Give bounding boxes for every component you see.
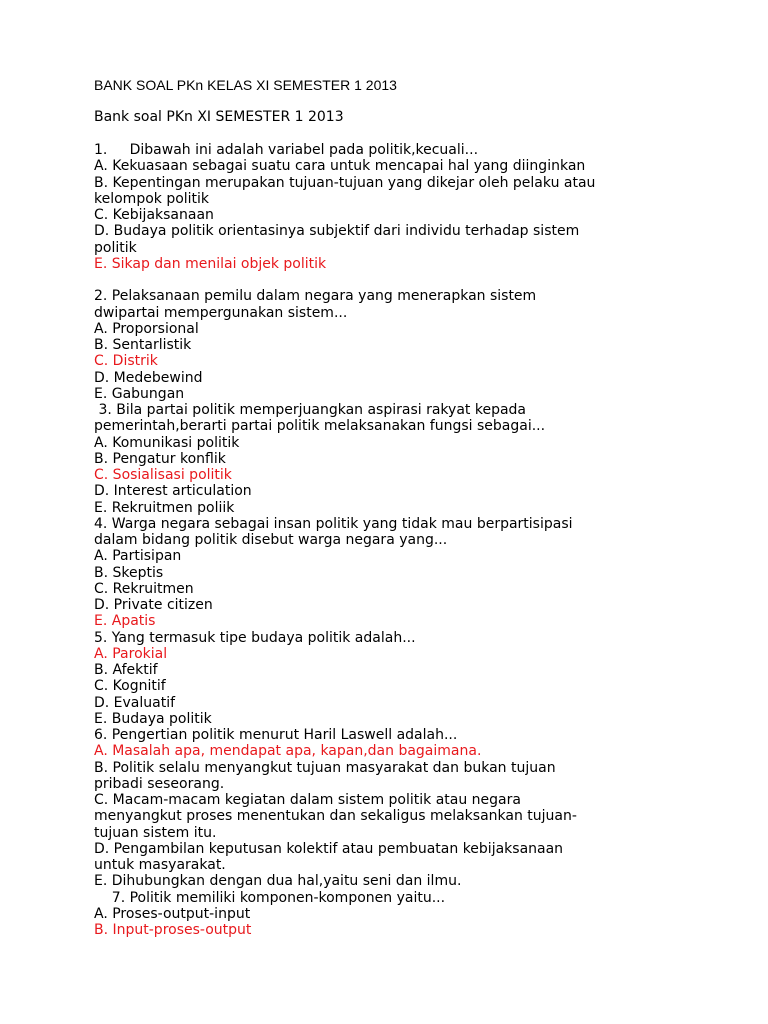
document-title: Bank soal PKn XI SEMESTER 1 2013 [94, 109, 344, 125]
answer-line: A. Masalah apa, mendapat apa, kapan,dan bagaimana. [94, 743, 482, 760]
answer-line: E. Apatis [94, 613, 156, 630]
question-list [94, 142, 754, 938]
text-line: 3. Bila partai politik memperjuangkan aspirasi rakyat kepada [94, 402, 526, 418]
text-line: pribadi seseorang. [94, 775, 225, 792]
text-line: C. Rekruitmen [94, 580, 194, 597]
text-line: E. Gabungan [94, 385, 185, 402]
text-line: B. Skeptis [94, 564, 164, 581]
text-line: E. Dihubungkan dengan dua hal,yaitu seni dan ilmu. [94, 873, 462, 890]
text-line: 2. Pelaksanaan pemilu dalam negara yang menerapkan sistem [94, 288, 537, 305]
text-line: D. Interest articulation [94, 483, 252, 500]
text-line: A. Proporsional [94, 320, 199, 337]
text-line: dwipartai mempergunakan sistem... [94, 304, 348, 321]
text-line: D. Medebewind [94, 369, 203, 386]
text-line: pemerintah,berarti partai politik melaksanakan fungsi sebagai... [94, 418, 546, 435]
text-line: untuk masyarakat. [94, 857, 226, 873]
text-line: A. Partisipan [94, 548, 182, 565]
text-line: C. Macam-macam kegiatan dalam sistem politik atau negara [94, 792, 521, 808]
text-line: 4. Warga negara sebagai insan politik yang tidak mau berpartisipasi [94, 515, 573, 532]
document-header: BANK SOAL PKn KELAS XI SEMESTER 1 2013 [94, 77, 397, 93]
text-line: dalam bidang politik disebut warga negara yang... [94, 532, 448, 548]
text-line: B. Sentarlistik [94, 337, 192, 353]
answer-line: B. Input-proses-output [94, 922, 252, 938]
text-line: C. Kognitif [94, 678, 166, 695]
text-line: A. Komunikasi politik [94, 434, 240, 451]
answer-line: C. Distrik [94, 353, 158, 370]
text-line: D. Pengambilan keputusan kolektif atau pembuatan kebijaksanaan [94, 840, 564, 857]
text-line: D. Evaluatif [94, 694, 176, 711]
text-line: B. Kepentingan merupakan tujuan-tujuan yang dikejar oleh pelaku atau [94, 174, 596, 191]
blank-line [94, 272, 754, 288]
text-line: kelompok politik [94, 190, 210, 207]
text-line: E. Rekruitmen poliik [94, 499, 235, 516]
text-line: B. Politik selalu menyangkut tujuan masyarakat dan bukan tujuan [94, 759, 556, 776]
text-line: tujuan sistem itu. [94, 824, 217, 841]
text-line: politik [94, 239, 137, 256]
text-line: C. Kebijaksanaan [94, 207, 214, 223]
text-line: menyangkut proses menentukan dan sekaligus melaksankan tujuan- [94, 808, 577, 825]
answer-line: A. Parokial [94, 645, 168, 662]
text-line: E. Budaya politik [94, 710, 212, 727]
text-line: 7. Politik memiliki komponen-komponen yaitu... [94, 889, 446, 906]
text-line: D. Private citizen [94, 597, 213, 613]
answer-line: C. Sosialisasi politik [94, 467, 232, 483]
text-line: B. Afektif [94, 662, 158, 678]
text-line: B. Pengatur konflik [94, 450, 226, 467]
text-line: A. Proses-output-input [94, 905, 251, 922]
text-line: 1. Dibawah ini adalah variabel pada politik,kecuali... [94, 142, 479, 158]
answer-line: E. Sikap dan menilai objek politik [94, 255, 327, 272]
text-line: 5. Yang termasuk tipe budaya politik adalah... [94, 629, 416, 646]
text-line: 6. Pengertian politik menurut Haril Laswell adalah... [94, 727, 458, 743]
text-line: D. Budaya politik orientasinya subjektif dari individu terhadap sistem [94, 223, 580, 240]
text-line: A. Kekuasaan sebagai suatu cara untuk mencapai hal yang diinginkan [94, 158, 586, 175]
